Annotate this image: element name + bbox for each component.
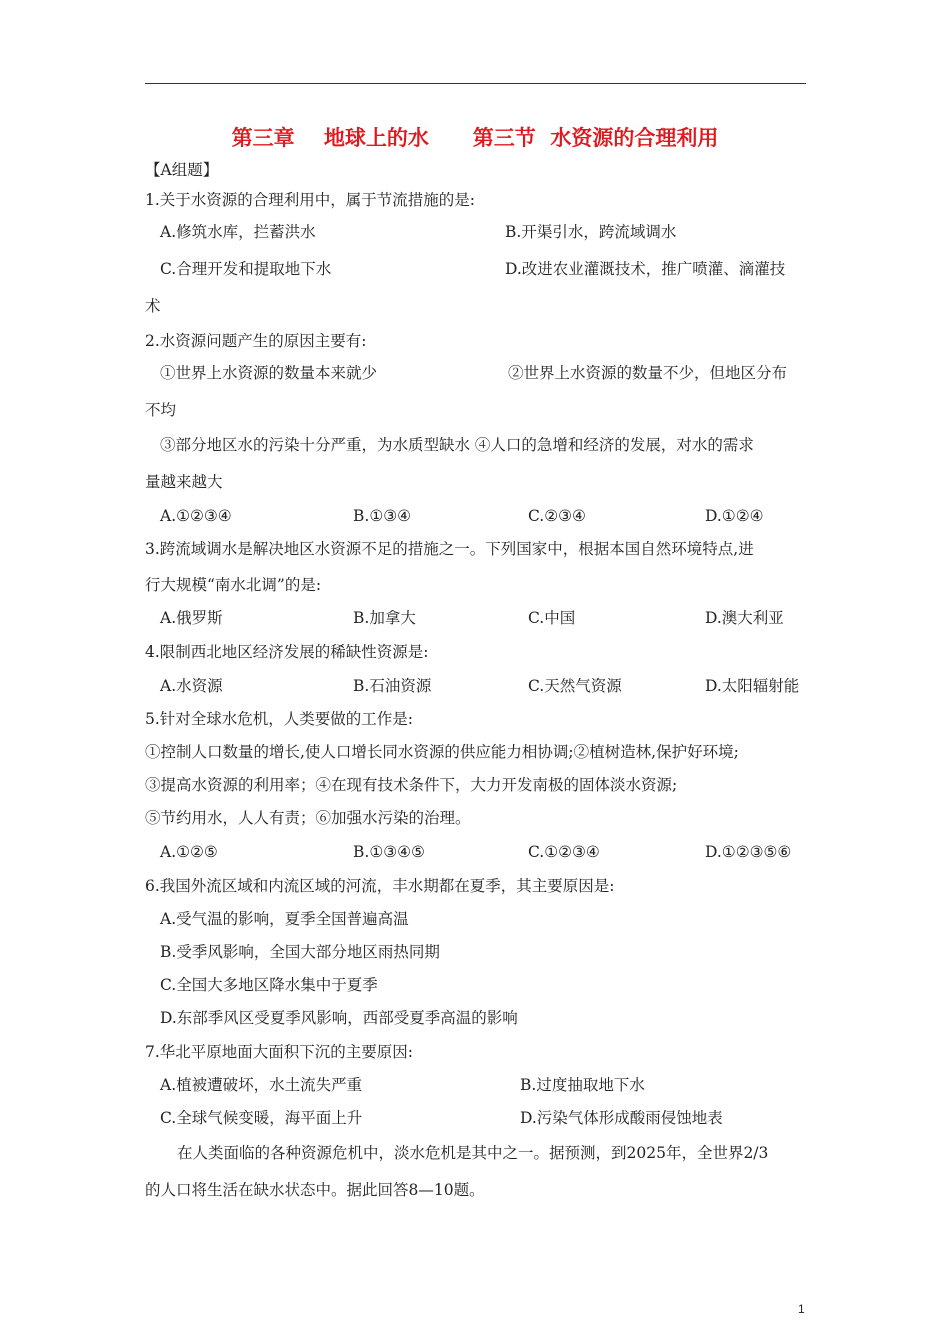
- question-4-stem: 4.限制西北地区经济发展的稀缺性资源是:: [145, 643, 429, 661]
- question-3-stem-cont: 行大规模“南水北调”的是:: [145, 576, 322, 594]
- question-3-stem: 3.跨流域调水是解决地区水资源不足的措施之一。下列国家中，根据本国自然环境特点,进: [145, 540, 754, 558]
- q5-line-1: ①控制人口数量的增长,使人口增长同水资源的供应能力相协调;②植树造林,保护好环境;: [145, 743, 739, 761]
- q5-line-2: ③提高水资源的利用率；④在现有技术条件下，大力开发南极的固体淡水资源;: [145, 776, 678, 794]
- question-7-stem: 7.华北平原地面大面积下沉的主要原因:: [145, 1043, 414, 1061]
- page-title: 第三章 地球上的水 第三节 水资源的合理利用: [231, 126, 719, 150]
- passage-line-2: 的人口将生活在缺水状态中。据此回答8—10题。: [145, 1181, 485, 1199]
- q6-option-b: B.受季风影响，全国大部分地区雨热同期: [160, 943, 440, 961]
- q1-option-b: B.开渠引水，跨流域调水: [505, 223, 677, 241]
- q2-option-a: A.①②③④: [160, 507, 232, 525]
- q6-option-a: A.受气温的影响，夏季全国普遍高温: [160, 910, 409, 928]
- q2-items-cont: 量越来越大: [145, 473, 223, 491]
- q3-option-b: B.加拿大: [353, 609, 416, 627]
- q2-items-3-4: ③部分地区水的污染十分严重，为水质型缺水 ④人口的急增和经济的发展，对水的需求: [160, 436, 754, 454]
- q2-option-d: D.①②④: [705, 507, 764, 525]
- q5-option-a: A.①②⑤: [160, 843, 218, 861]
- passage-line-1: 在人类面临的各种资源危机中，淡水危机是其中之一。据预测，到2025年，全世界2/3: [177, 1144, 769, 1162]
- q4-option-b: B.石油资源: [353, 677, 432, 695]
- q1-option-c: C.合理开发和提取地下水: [160, 260, 332, 278]
- q7-option-a: A.植被遭破坏，水土流失严重: [160, 1076, 363, 1094]
- section-label: 【A组题】: [145, 161, 219, 179]
- q2-item-2-cont: 不均: [145, 401, 177, 419]
- q5-option-b: B.①③④⑤: [353, 843, 425, 861]
- q2-item-1: ①世界上水资源的数量本来就少: [160, 364, 378, 382]
- q2-item-2: ②世界上水资源的数量不少，但地区分布: [508, 364, 788, 382]
- q1-option-d: D.改进农业灌溉技术，推广喷灌、滴灌技: [505, 260, 786, 278]
- q5-option-d: D.①②③⑤⑥: [705, 843, 792, 861]
- question-1-stem: 1.关于水资源的合理利用中，属于节流措施的是:: [145, 191, 476, 209]
- q5-line-3: ⑤节约用水，人人有责；⑥加强水污染的治理。: [145, 809, 471, 827]
- page-number: 1: [798, 1302, 805, 1316]
- q4-option-d: D.太阳辐射能: [705, 677, 800, 695]
- q3-option-a: A.俄罗斯: [160, 609, 223, 627]
- q6-option-d: D.东部季风区受夏季风影响，西部受夏季高温的影响: [160, 1009, 518, 1027]
- q4-option-a: A.水资源: [160, 677, 223, 695]
- q4-option-c: C.天然气资源: [528, 677, 622, 695]
- q3-option-d: D.澳大利亚: [705, 609, 784, 627]
- question-5-stem: 5.针对全球水危机，人类要做的工作是:: [145, 710, 414, 728]
- question-6-stem: 6.我国外流区域和内流区域的河流，丰水期都在夏季，其主要原因是:: [145, 877, 615, 895]
- header-rule: [145, 83, 806, 84]
- q1-option-d-cont: 术: [145, 297, 161, 315]
- q2-option-c: C.②③④: [528, 507, 586, 525]
- q3-option-c: C.中国: [528, 609, 576, 627]
- q7-option-c: C.全球气候变暖，海平面上升: [160, 1109, 363, 1127]
- q7-option-d: D.污染气体形成酸雨侵蚀地表: [520, 1109, 723, 1127]
- question-2-stem: 2.水资源问题产生的原因主要有:: [145, 332, 367, 350]
- q7-option-b: B.过度抽取地下水: [520, 1076, 645, 1094]
- q2-option-b: B.①③④: [353, 507, 412, 525]
- q5-option-c: C.①②③④: [528, 843, 600, 861]
- q1-option-a: A.修筑水库，拦蓄洪水: [160, 223, 316, 241]
- q6-option-c: C.全国大多地区降水集中于夏季: [160, 976, 378, 994]
